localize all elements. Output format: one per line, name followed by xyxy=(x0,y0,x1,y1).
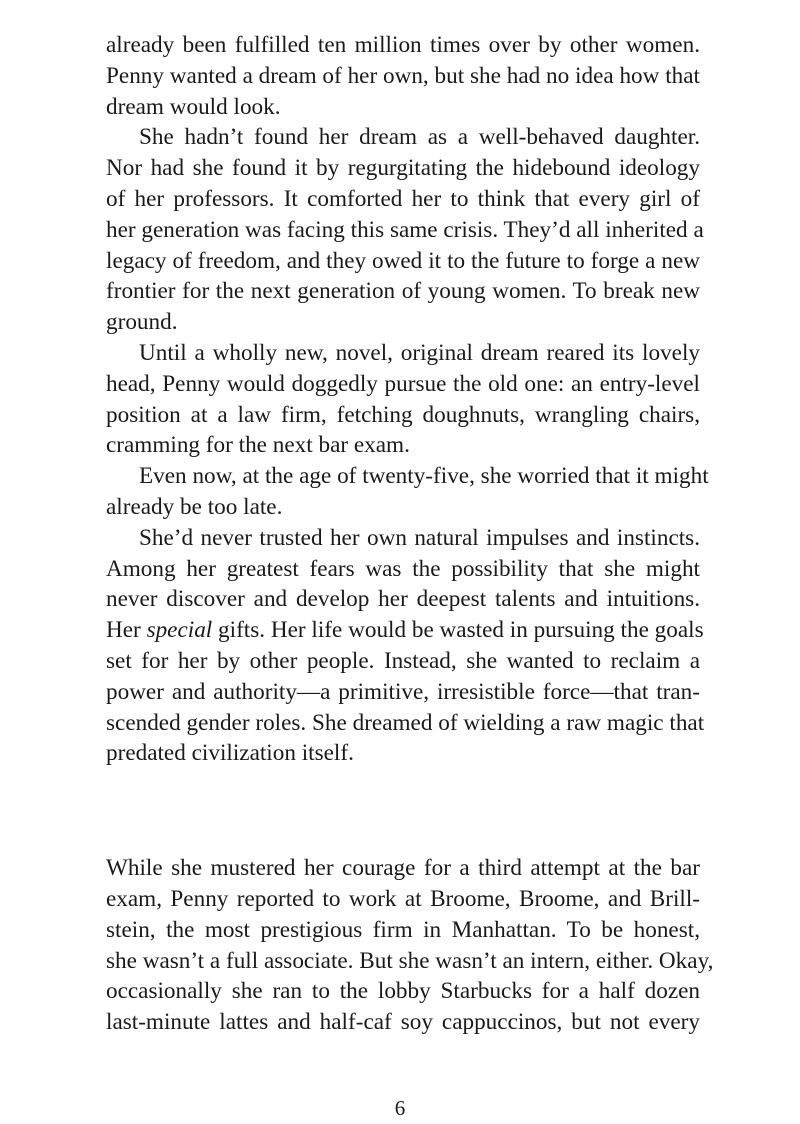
text-line: She’d never trusted her own natural impulses and instincts. xyxy=(139,524,700,551)
text-line: her generation was facing this same crisis. They’d all inherited a xyxy=(106,216,704,243)
text-line: Among her greatest fears was the possibility that she might xyxy=(106,555,700,582)
emphasis-word: special xyxy=(146,617,213,644)
text-line: ground. xyxy=(106,309,178,336)
text-line: While she mustered her courage for a third attempt at the bar xyxy=(106,855,700,882)
section-opening-paragraph xyxy=(106,853,714,1038)
text-line: exam, Penny reported to work at Broome, Broome, and Brill- xyxy=(106,885,700,912)
text-line: frontier for the next generation of young women. To break new xyxy=(106,278,700,305)
page-number: 6 xyxy=(394,1096,406,1120)
paragraph xyxy=(106,30,700,122)
paragraph xyxy=(106,523,705,769)
book-page xyxy=(106,30,714,1038)
text-line: She hadn’t found her dream as a well-behaved daughter. xyxy=(139,124,700,151)
text-line: set for her by other people. Instead, she wanted to reclaim a xyxy=(106,647,700,674)
text-line: never discover and develop her deepest talents and intuitions. xyxy=(106,586,700,613)
text-line: power and authority—a primitive, irresistible force—that tran- xyxy=(106,678,700,705)
text-line: she wasn’t a full associate. But she wasn’t an intern, either. Okay, xyxy=(106,947,714,974)
text-line: cramming for the next bar exam. xyxy=(106,432,410,459)
paragraph xyxy=(106,461,709,523)
text-line: stein, the most prestigious firm in Manhattan. To be honest, xyxy=(106,916,700,943)
text-line: Nor had she found it by regurgitating the hidebound ideology xyxy=(106,155,700,182)
text-fragment: Her xyxy=(106,617,147,644)
text-line: dream would look. xyxy=(106,93,281,120)
text-line: Even now, at the age of twenty-five, she worried that it might xyxy=(139,463,709,490)
text-line: last-minute lattes and half-caf soy cappuccinos, but not every xyxy=(106,1009,700,1036)
section-break xyxy=(106,769,700,853)
text-line: already be too late. xyxy=(106,493,283,520)
text-line: scended gender roles. She dreamed of wielding a raw magic that xyxy=(106,709,705,736)
text-line: legacy of freedom, and they owed it to the future to forge a new xyxy=(106,247,700,274)
text-line: head, Penny would doggedly pursue the old one: an entry-level xyxy=(106,370,700,397)
paragraph xyxy=(106,338,700,461)
text-line: Until a wholly new, novel, original dream reared its lovely xyxy=(139,339,700,366)
text-line: already been fulfilled ten million times over by other women. xyxy=(106,32,700,58)
text-line: position at a law firm, fetching doughnuts, wrangling chairs, xyxy=(106,401,700,428)
text-line: Penny wanted a dream of her own, but she had no idea how that xyxy=(106,62,700,89)
paragraph xyxy=(106,122,704,338)
text-line: occasionally she ran to the lobby Starbucks for a half dozen xyxy=(106,978,700,1005)
text-line: predated civilization itself. xyxy=(106,740,354,767)
text-fragment: gifts. Her life would be wasted in pursuing the goals xyxy=(212,617,704,644)
text-line-with-emphasis xyxy=(106,615,704,646)
text-line: of her professors. It comforted her to think that every girl of xyxy=(106,185,700,212)
